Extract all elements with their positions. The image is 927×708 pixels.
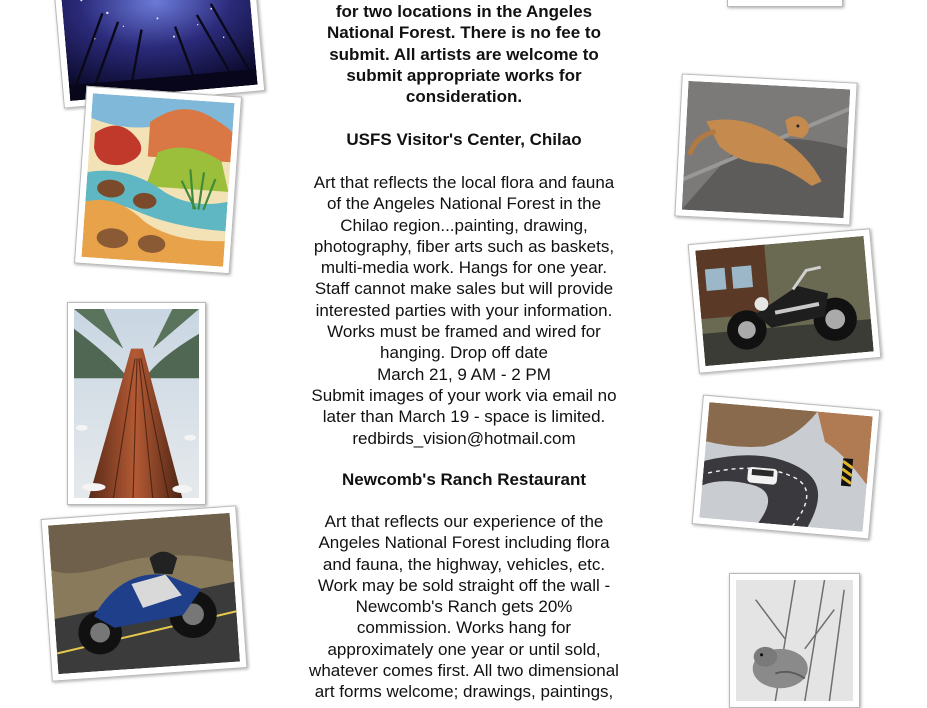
body-line: March 21, 9 AM - 2 PM [377, 364, 551, 384]
body-line: Art that reflects our experience of the [324, 512, 604, 531]
body-line: Art that reflects the local flora and fauna [313, 173, 615, 192]
section-body-chilao [290, 172, 638, 449]
photo-car-road [692, 394, 881, 539]
body-line: Staff cannot make sales but will provide [314, 279, 614, 299]
body-line: commission. Works hang for [356, 618, 572, 638]
body-line: hanging. Drop off date [380, 343, 548, 363]
intro-line: consideration. [405, 87, 523, 107]
body-line: later than March 19 - space is limited. [322, 407, 606, 427]
body-line: art forms welcome; drawings, paintings, [314, 682, 614, 702]
body-line: of the Angeles National Forest in the [326, 194, 602, 214]
intro-line: submit. All artists are welcome to [329, 44, 599, 64]
sport-motorcycle-image [48, 513, 240, 674]
body-line: Submit images of your work via email no [311, 385, 617, 405]
body-line: approximately one year or until sold, [327, 639, 601, 659]
intro-line: for two locations in the Angeles [335, 2, 593, 21]
intro-line: National Forest. There is no fee to [327, 23, 601, 43]
desert-drawing-image [81, 93, 234, 267]
intro-paragraph [290, 1, 638, 107]
photo-bird-bw [729, 573, 860, 708]
photo-sequoia-tree [67, 302, 206, 505]
body-line: and fauna, the highway, vehicles, etc. [322, 554, 606, 574]
body-line: interested parties with your information. [315, 300, 613, 320]
body-line: Chilao region...painting, drawing, [340, 215, 588, 235]
photo-mountain-lion [674, 73, 857, 225]
photo-sport-motorcycle [41, 505, 248, 681]
email-link[interactable]: redbirds_vision@hotmail.com [352, 428, 576, 448]
body-line: multi-media work. Hangs for one year. [320, 258, 608, 278]
car-road-image [699, 402, 872, 532]
section-heading-chilao: USFS Visitor's Center, Chilao [346, 130, 582, 149]
body-line: photography, fiber arts such as baskets, [313, 236, 615, 256]
section-body-newcombs [290, 511, 638, 703]
body-line: Works must be framed and wired for [327, 322, 601, 342]
mountain-lion-image [682, 81, 851, 218]
body-line: whatever comes first. All two dimensional [309, 661, 619, 681]
intro-line: submit appropriate works for [346, 65, 582, 85]
section-heading-newcombs: Newcomb's Ranch Restaurant [342, 470, 586, 489]
bird-bw-image [736, 580, 853, 701]
body-line: Newcomb's Ranch gets 20% [355, 597, 573, 617]
photo-desert-drawing [74, 86, 242, 274]
chopper-motorcycle-image [695, 236, 873, 366]
photo-chopper-motorcycle [688, 228, 882, 373]
photo-top-right-partial [727, 0, 843, 7]
body-line: Work may be sold straight off the wall - [317, 575, 611, 595]
body-line: Angeles National Forest including flora [318, 533, 610, 553]
sequoia-tree-image [74, 309, 199, 498]
